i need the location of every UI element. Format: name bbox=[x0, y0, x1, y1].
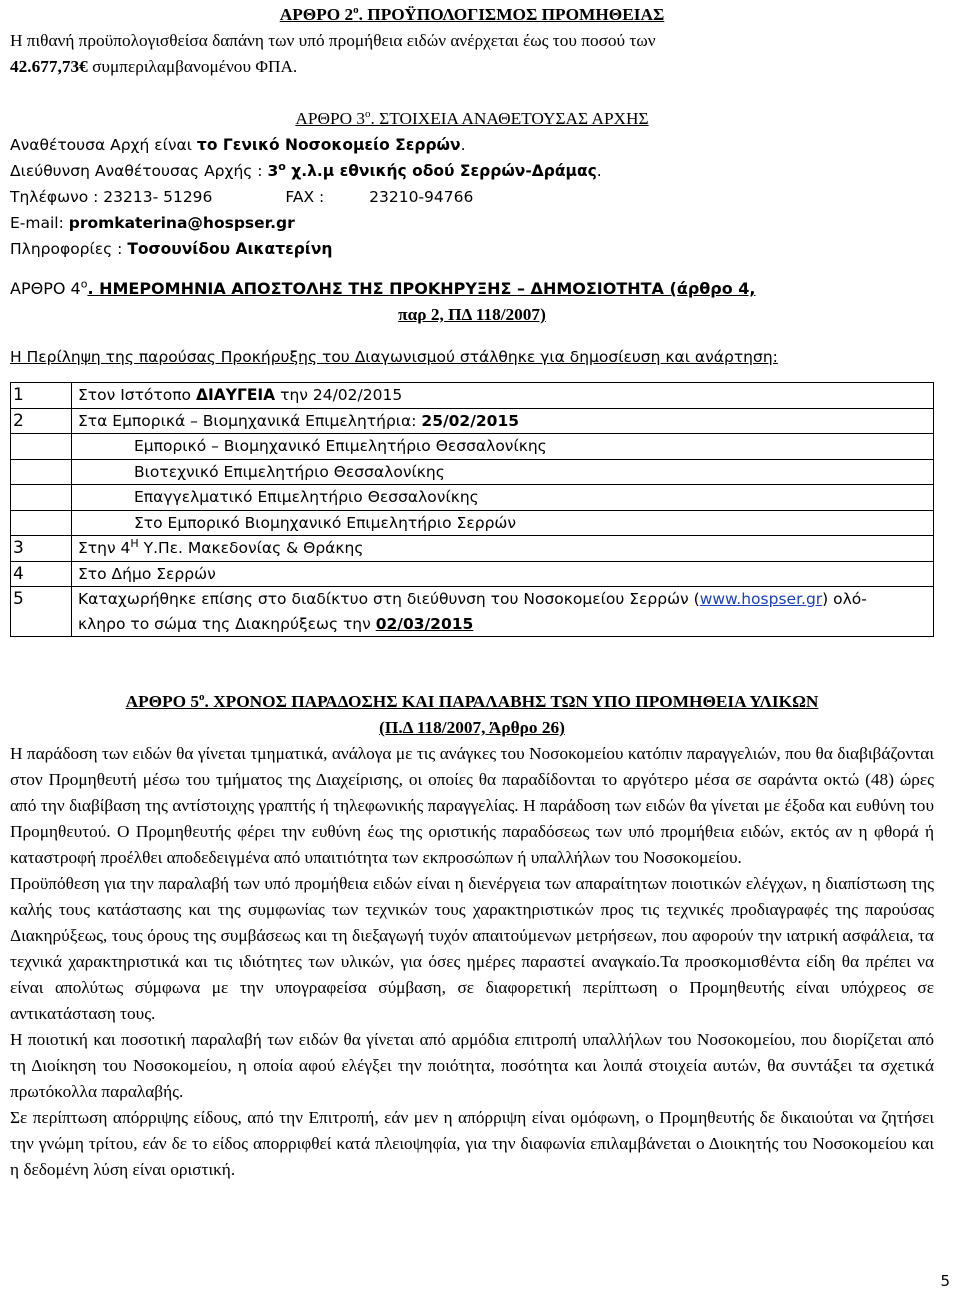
email-line bbox=[10, 210, 934, 236]
budget-amount: 42.677,73€ bbox=[10, 57, 88, 76]
page-number: 5 bbox=[940, 1272, 950, 1290]
row-text-post: Υ.Πε. Μακεδονίας & Θράκης bbox=[138, 539, 364, 557]
publication-intro bbox=[10, 344, 934, 370]
row-text-pre: Καταχωρήθηκε επίσης στο διαδίκτυο στη διεύθυνση του Νοσοκομείου Σερρών ( bbox=[78, 590, 700, 608]
article-4-heading-line2: παρ 2, ΠΔ 118/2007) bbox=[398, 305, 546, 324]
table-row bbox=[11, 536, 934, 562]
phone-line bbox=[10, 184, 934, 210]
row-text-post: την 24/02/2015 bbox=[275, 386, 403, 404]
phone-label: Τηλέφωνο : bbox=[10, 188, 104, 206]
row-text-pre: Εμπορικό – Βιομηχανικό Επιμελητήριο Θεσσαλονίκης bbox=[134, 437, 547, 455]
heading-sup: ο bbox=[365, 108, 371, 121]
table-row bbox=[11, 561, 934, 587]
row-text-line2: κληρο το σώμα της Διακηρύξεως την bbox=[78, 614, 376, 633]
table-row bbox=[11, 459, 934, 485]
row-number bbox=[11, 485, 72, 511]
authority-line bbox=[10, 132, 934, 158]
row-text-post: 25/02/2015 bbox=[421, 411, 520, 430]
row-text bbox=[72, 434, 934, 460]
row-text bbox=[72, 561, 934, 587]
row-text bbox=[72, 383, 934, 409]
address-line bbox=[10, 158, 934, 184]
row-number bbox=[11, 510, 72, 536]
heading-text: ΑΡΘΡΟ 4 bbox=[10, 279, 81, 298]
heading-title: . ΗΜΕΡΟΜΗΝΙΑ ΑΠΟΣΤΟΛΗΣ ΤΗΣ ΠΡΟΚΗΡΥΞΗΣ – ΔΗΜΟΣΙΟΤΗΤΑ (άρθρο 4, bbox=[87, 279, 756, 298]
row-text bbox=[72, 408, 934, 434]
table-row bbox=[11, 383, 934, 409]
heading-sup: ο bbox=[353, 4, 359, 17]
paragraph-delivery: Η παράδοση των ειδών θα γίνεται τμηματικά, ανάλογα με τις ανάγκες του Νοσοκομείου κατόπιν παραγγελιών, που θα διαβιβάζονται στον Προμηθευτή μέσω του τμήματος της Διαχείρισης, οι οποίες θα παραδίδονται το αργότερο μέσα σε σαράντα οκτώ (48) ώρες από την διαβίβαση της αντίστοιχης γραπτής ή τηλεφωνικής παραγγελίας. Η παράδοση των ειδών θα γίνεται με έξοδα και ευθύνη του Προμηθευτού. Ο Προμηθευτής φέρει την ευθύνη έως της οριστικής παραδόσεως των υπό προμήθεια ειδών, εκτός αν η φθορά ή καταστροφή προέλθει αποδεδειγμένα από υπαιτιότητα των εκπροσώπων ή υπαλλήλων του Νοσοκομείου. bbox=[10, 744, 934, 867]
row-text bbox=[72, 587, 934, 637]
row-date: 02/03/2015 bbox=[375, 614, 474, 633]
row-text bbox=[72, 459, 934, 485]
row-text bbox=[72, 485, 934, 511]
fax-value: 23210-94766 bbox=[369, 188, 474, 206]
article-2-line2 bbox=[10, 54, 934, 80]
heading-text: ΑΡΘΡΟ 2 bbox=[279, 5, 354, 24]
article-2-line1 bbox=[10, 28, 934, 54]
table-row bbox=[11, 408, 934, 434]
article-3-heading bbox=[10, 106, 934, 132]
email-label: E-mail: bbox=[10, 214, 69, 232]
table-row bbox=[11, 485, 934, 511]
heading-title: . ΠΡΟΫΠΟΛΟΓΙΣΜΟΣ ΠΡΟΜΗΘΕΙΑΣ bbox=[358, 5, 665, 24]
row-text-pre: Στον Ιστότοπο bbox=[78, 386, 196, 404]
table-row bbox=[11, 510, 934, 536]
row-text-pre: Στα Εμπορικά – Βιομηχανικά Επιμελητήρια: bbox=[78, 411, 422, 430]
table-row bbox=[11, 434, 934, 460]
row-text-bold: ΔΙΑΥΓΕΙΑ bbox=[195, 386, 276, 404]
document-page bbox=[10, 2, 934, 1183]
budget-text: Η πιθανή προϋπολογισθείσα δαπάνη των υπό προμήθεια ειδών ανέρχεται έως του ποσού των bbox=[10, 31, 656, 50]
phone-value: 23213- 51296 bbox=[103, 188, 213, 206]
authority-label: Αναθέτουσα Αρχή είναι bbox=[10, 136, 197, 154]
intro-text: Η Περίληψη της παρούσας Προκήρυξης του Διαγωνισμού στάλθηκε για δημοσίευση και ανάρτηση: bbox=[10, 348, 778, 366]
heading-sup: ο bbox=[199, 691, 205, 704]
row-number: 2 bbox=[11, 408, 72, 434]
email-value[interactable]: promkaterina@hospser.gr bbox=[68, 214, 295, 232]
table-row bbox=[11, 587, 934, 637]
publication-table bbox=[10, 382, 934, 637]
row-text-pre: Στο Εμπορικό Βιομηχανικό Επιμελητήριο Σερρών bbox=[134, 513, 517, 532]
address-sup: ο bbox=[278, 159, 286, 173]
budget-vat-text: συμπεριλαμβανομένου ΦΠΑ. bbox=[87, 57, 298, 76]
row-text bbox=[72, 536, 934, 562]
row-text bbox=[72, 510, 934, 536]
row-number bbox=[11, 434, 72, 460]
row-number: 5 bbox=[11, 587, 72, 637]
heading-sup: ο bbox=[80, 277, 88, 291]
article-5-heading bbox=[10, 689, 934, 715]
heading-text: ΑΡΘΡΟ 3 bbox=[295, 109, 366, 128]
row-text-pre: Στο Δήμο Σερρών bbox=[78, 564, 216, 583]
address-label: Διεύθυνση Αναθέτουσας Αρχής : bbox=[10, 162, 268, 180]
address-end: . bbox=[596, 162, 602, 180]
hospital-website-link[interactable]: www.hospser.gr bbox=[699, 590, 823, 608]
heading-text: ΑΡΘΡΟ 5 bbox=[125, 692, 200, 711]
row-number: 1 bbox=[11, 383, 72, 409]
address-num: 3 bbox=[267, 162, 279, 180]
address-value: χ.λ.μ εθνικής οδού Σερρών-Δράμας bbox=[285, 162, 597, 180]
row-text-pre: Στην 4 bbox=[78, 539, 131, 557]
article-5-heading-line2: (Π.Δ 118/2007, Άρθρο 26) bbox=[379, 718, 565, 737]
info-value: Τοσουνίδου Αικατερίνη bbox=[127, 240, 333, 258]
row-number: 4 bbox=[11, 561, 72, 587]
info-label: Πληροφορίες : bbox=[10, 240, 128, 258]
article-4-heading bbox=[10, 276, 934, 302]
info-line bbox=[10, 236, 934, 262]
authority-end: . bbox=[460, 136, 466, 154]
row-number: 3 bbox=[11, 536, 72, 562]
paragraph-quality-check: Προϋπόθεση για την παραλαβή των υπό προμήθεια ειδών είναι η διενέργεια των απαραίτητων ποιοτικών ελέγχων, η διαπίστωση της καλής τους κατάστασης και της συμφωνίας των τεχνικών τους χαρακτηριστικών προς τις τεχνικές προδιαγραφές της παρούσας Διακηρύξεως, τους όρους της συμβάσεως και τη διεξαγωγή τυχόν απαιτούμενων μετρήσεων, που αφορούν την ιατρική ασφάλεια, τα τεχνικά χαρακτηριστικά και τις ιδιότητες των υλικών, για όσες ημέρες παραστεί αναγκαίο.Τα προσκομισθέντα είδη θα πρέπει να είναι απολύτως σύμφωνα με την υπογραφείσα σύμβαση, σε διαφορετική περίπτωση ο Προμηθευτής είναι υπόχρεος σε αντικατάσταση τους. bbox=[10, 874, 934, 1023]
row-sup: Η bbox=[130, 536, 139, 550]
heading-title: . ΣΤΟΙΧΕΙΑ ΑΝΑΘΕΤΟΥΣΑΣ ΑΡΧΗΣ bbox=[370, 109, 649, 128]
article-2-heading bbox=[10, 2, 934, 28]
row-number bbox=[11, 459, 72, 485]
row-text-pre: Επαγγελματικό Επιμελητήριο Θεσσαλονίκης bbox=[134, 488, 479, 506]
heading-title: . ΧΡΟΝΟΣ ΠΑΡΑΔΟΣΗΣ ΚΑΙ ΠΑΡΑΛΑΒΗΣ ΤΩΝ ΥΠΟ ΠΡΟΜΗΘΕΙΑ ΥΛΙΚΩΝ bbox=[204, 692, 819, 711]
paragraph-committee: Η ποιοτική και ποσοτική παραλαβή των ειδών θα γίνεται από αρμόδια επιτροπή υπαλλήλων του Νοσοκομείου, που διορίζεται από τη Διοίκηση του Νοσοκομείου, η οποία αφού ελέγξει την ποιότητα, ποσότητα και λοιπά στοιχεία αυτών, θα συντάξει τα σχετικά πρωτόκολλα παραλαβής. bbox=[10, 1030, 934, 1101]
paragraph-rejection: Σε περίπτωση απόρριψης είδους, από την Επιτροπή, εάν μεν η απόρριψη είναι ομόφωνη, ο Προμηθευτής δε δικαιούται να ζητήσει την γνώμη τρίτου, εάν δε το είδος απορριφθεί κατά πλειοψηφία, για την διαφωνία επιλαμβάνεται ο Διοικητής του Νοσοκομείου και η δεδομένη λύση είναι οριστική. bbox=[10, 1108, 934, 1179]
authority-value: το Γενικό Νοσοκομείο Σερρών bbox=[196, 136, 461, 154]
row-text-pre: Βιοτεχνικό Επιμελητήριο Θεσσαλονίκης bbox=[134, 462, 445, 481]
row-text-post: ) ολό- bbox=[822, 590, 867, 608]
fax-label: FAX : bbox=[285, 188, 325, 206]
